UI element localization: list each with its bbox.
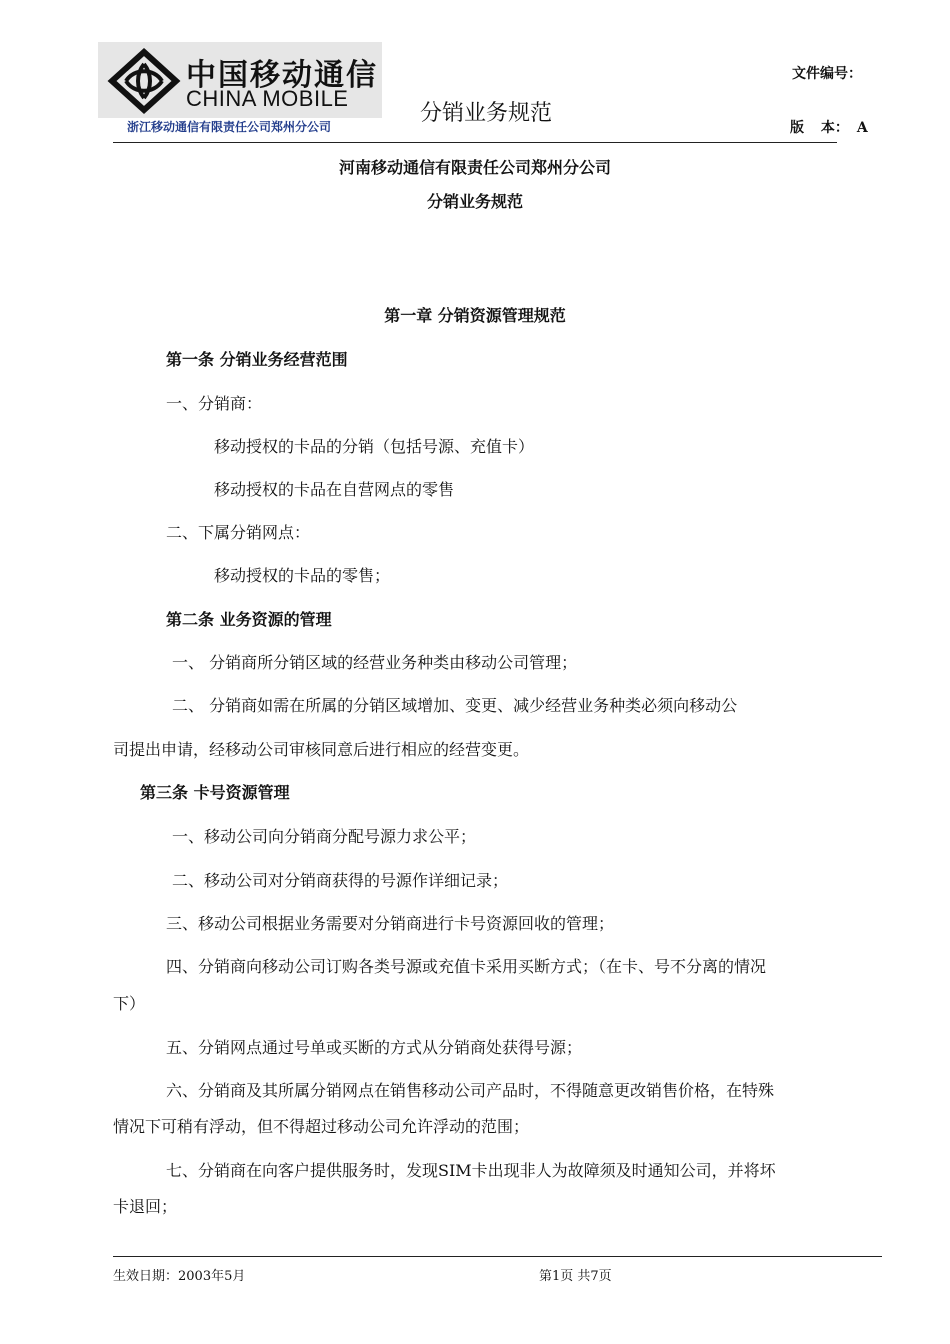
page-number: 第1页 共7页: [539, 1269, 612, 1284]
article-3-item-5: 五、分销网点通过号单或买断的方式从分销商处获得号源；: [166, 1038, 583, 1057]
article-2-item-1: 一、 分销商所分销区域的经营业务种类由移动公司管理；: [172, 653, 578, 672]
logo-text-english: CHINA MOBILE: [186, 86, 349, 111]
chapter-title: 第一章 分销资源管理规范: [384, 306, 566, 325]
article-3-title: 第三条 卡号资源管理: [140, 783, 290, 802]
article-1-item-1: 一、分销商：: [166, 394, 263, 413]
version-label: 版 本：: [790, 120, 849, 136]
article-1-item-2a: 移动授权的卡品的零售；: [214, 566, 391, 585]
china-mobile-logo-icon: [106, 46, 182, 116]
article-3-item-4-line-2: 下）: [113, 994, 146, 1013]
logo-subtitle: 浙江移动通信有限责任公司郑州分公司: [127, 120, 332, 134]
article-2-item-2-line-1: 二、 分销商如需在所属的分销区域增加、变更、减少经营业务种类必须向移动公: [172, 696, 738, 715]
article-3-item-1: 一、移动公司向分销商分配号源力求公平；: [172, 827, 477, 846]
header-doc-title: 分销业务规范: [420, 101, 553, 126]
document-title: 分销业务规范: [426, 192, 523, 211]
article-2-item-2-line-2: 司提出申请，经移动公司审核同意后进行相应的经营变更。: [113, 740, 530, 759]
header-divider: [113, 142, 837, 143]
article-1-title: 第一条 分销业务经营范围: [166, 350, 348, 369]
article-3-item-3: 三、移动公司根据业务需要对分销商进行卡号资源回收的管理；: [166, 914, 615, 933]
article-3-item-4-line-1: 四、分销商向移动公司订购各类号源或充值卡采用买断方式；（在卡、号不分离的情况: [166, 957, 767, 976]
effective-date: 生效日期：2003年5月: [113, 1269, 246, 1284]
article-1-item-1b: 移动授权的卡品在自营网点的零售: [214, 480, 455, 499]
company-title: 河南移动通信有限责任公司郑州分公司: [338, 158, 611, 177]
article-3-item-2: 二、移动公司对分销商获得的号源作详细记录；: [172, 871, 509, 890]
footer-divider: [113, 1256, 882, 1257]
article-1-item-1a: 移动授权的卡品的分销（包括号源、充值卡）: [214, 437, 535, 456]
article-3-item-6-line-1: 六、分销商及其所属分销网点在销售移动公司产品时，不得随意更改销售价格，在特殊: [166, 1081, 775, 1100]
article-3-item-7-line-1: 七、分销商在向客户提供服务时，发现SIM卡出现非人为故障须及时通知公司，并将坏: [166, 1161, 776, 1180]
version-value: A: [856, 120, 868, 136]
article-3-item-7-line-2: 卡退回；: [113, 1197, 178, 1216]
file-number-label: 文件编号：: [792, 66, 862, 82]
article-2-title: 第二条 业务资源的管理: [166, 610, 332, 629]
version-line: [790, 117, 868, 137]
article-3-item-6-line-2: 情况下可稍有浮动，但不得超过移动公司允许浮动的范围；: [113, 1117, 530, 1136]
logo-text-chinese: 中国移动通信: [186, 58, 378, 93]
article-1-item-2: 二、下属分销网点：: [166, 523, 311, 542]
